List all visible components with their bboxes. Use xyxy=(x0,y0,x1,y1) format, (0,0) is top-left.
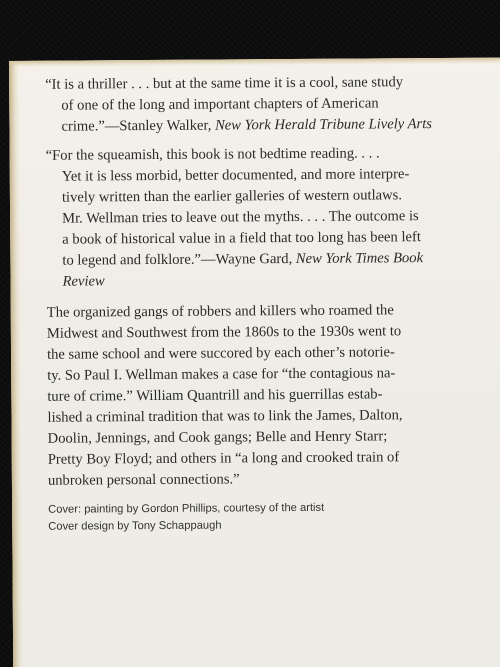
book-back-cover xyxy=(9,58,500,667)
quote-source: New York Times Book xyxy=(295,250,424,268)
quote-line: “It is a thriller . . . but at the same time it is a cool, sane study xyxy=(45,74,404,93)
quote-line xyxy=(46,269,491,293)
quote-attribution: to legend and folklore.”—Wayne Gard, xyxy=(62,251,296,269)
description-line: ty. So Paul I. Wellman makes a case for “the contagious na- xyxy=(47,365,396,384)
quote-source: New York Herald Tribune Lively Arts xyxy=(214,116,433,134)
quote-source-cont: Review xyxy=(62,273,105,290)
description-line: Midwest and Southwest from the 1860s to the 1930s went to xyxy=(46,323,402,342)
quote-line: of one of the long and important chapters of American xyxy=(61,95,379,114)
description-line: Pretty Boy Floyd; and others in “a long and crooked train of xyxy=(47,449,400,468)
review-quote-1 xyxy=(45,72,490,138)
quote-attribution: crime.”—Stanley Walker, xyxy=(61,117,216,135)
description-line: the same school and were succored by each other’s notorie- xyxy=(46,344,395,363)
cover-credits xyxy=(48,499,493,536)
credit-line: Cover design by Tony Schappaugh xyxy=(48,519,222,533)
description-line: The organized gangs of robbers and killers who roamed the xyxy=(46,302,394,321)
quote-line: Yet it is less morbid, better documented, and more interpre- xyxy=(61,166,410,185)
description-line: lished a criminal tradition that was to link the James, Dalton, xyxy=(47,407,403,426)
credit-line: Cover: painting by Gordon Phillips, courtesy of the artist xyxy=(48,501,325,516)
description-line: unbroken personal connections.” xyxy=(47,471,240,489)
quote-line xyxy=(45,114,490,138)
book-description xyxy=(47,300,493,492)
quote-line: Mr. Wellman tries to leave out the myths. . . . The outcome is xyxy=(62,208,419,227)
description-line: Doolin, Jennings, and Cook gangs; Belle and Henry Starr; xyxy=(47,428,388,447)
review-quote-2 xyxy=(46,143,492,293)
cover-text xyxy=(45,72,493,536)
quote-line: “For the squeamish, this book is not bedtime reading. . . . xyxy=(45,145,380,164)
quote-line: a book of historical value in a field that too long has been left xyxy=(62,229,421,248)
description-line: ture of crime.” William Quantrill and his guerrillas estab- xyxy=(47,386,383,405)
quote-line: tively written than the earlier galleries of western outlaws. xyxy=(61,187,403,206)
